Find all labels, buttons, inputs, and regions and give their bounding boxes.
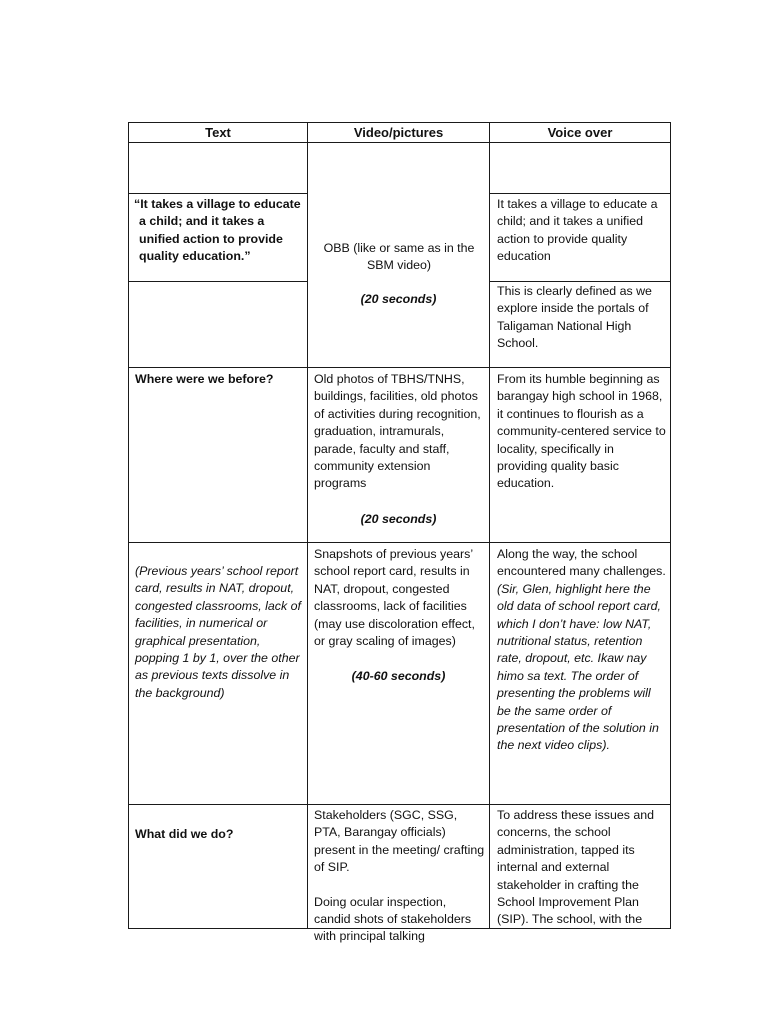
table-divider-col1-b — [128, 281, 308, 282]
row1-voice-quote: It takes a village to educate a child; and it takes a unified action to provide quality education — [497, 197, 658, 264]
row1-voice-portals: This is clearly defined as we explore inside the portals of Taligaman National High School. — [497, 284, 652, 351]
row3-text-report-card: (Previous years’ school report card, results in NAT, dropout, congested classrooms, lack of facilities, in numerical or graphical presentation, popping 1 by 1, over the other as previous texts dissolve in the background) — [135, 564, 301, 700]
row2-voice-history: From its humble beginning as barangay high school in 1968, it continues to flourish as a community-centered service to locality, specifically in providing quality basic education. — [497, 372, 666, 491]
row2-video-duration: (20 seconds) — [360, 512, 437, 526]
table-row-divider-2 — [128, 542, 671, 543]
row1-text-quote: “It takes a village to educate a child; and it takes a unified action to provide quality education.” — [134, 197, 301, 264]
table-divider-col3-b — [489, 281, 671, 282]
row4-text-heading: What did we do? — [135, 827, 234, 841]
row3-voice-italic-note: (Sir, Glen, highlight here the old data of school report card, which I don’t have: low NAT, nutritional status, retention rate, dropout, etc. Ikaw nay himo sa text. The order of presenting the problems will be the same order of presentation of the solution in the next video clips). — [497, 581, 661, 753]
row4-video-meeting: Stakeholders (SGC, SSG, PTA, Barangay officials) present in the meeting/ crafting of SIP. — [314, 808, 485, 875]
table-divider-col1-a — [128, 193, 308, 194]
row3-voice-challenges — [497, 546, 667, 755]
row3-video-duration: (40-60 seconds) — [351, 669, 446, 683]
table-divider-col2 — [489, 122, 490, 929]
row4-voice-sip: To address these issues and concerns, the school administration, tapped its internal and external stakeholder in crafting the School Improvement Plan (SIP). The school, with the — [497, 808, 655, 927]
row1-video-duration: (20 seconds) — [360, 292, 437, 306]
header-text: Text — [205, 125, 231, 140]
table-header-bottom — [128, 142, 671, 143]
row3-video-snapshots: Snapshots of previous years’ school report card, results in NAT, dropout, congested classrooms, lack of facilities (may use discoloration effect, or gray scaling of images) — [314, 547, 475, 649]
table-row-divider-3 — [128, 804, 671, 805]
table-divider-col3-a — [489, 193, 671, 194]
row1-video-obb: OBB (like or same as in the SBM video) — [323, 241, 475, 273]
table-border-right — [670, 122, 671, 929]
table-border-left — [128, 122, 129, 929]
row4-video-stakeholders — [314, 807, 486, 946]
table-border-top — [128, 122, 671, 123]
header-voice-over: Voice over — [547, 125, 613, 140]
row2-video-old-photos: Old photos of TBHS/TNHS, buildings, facilities, old photos of activities during recognition, graduation, intramurals, parade, faculty and staff, community extension programs — [314, 372, 481, 491]
row4-video-ocular: Doing ocular inspection, candid shots of stakeholders with principal talking — [314, 894, 472, 944]
table-row-divider-1 — [128, 367, 671, 368]
row2-text-heading: Where were we before? — [135, 372, 274, 386]
header-video-pictures: Video/pictures — [353, 125, 444, 140]
row3-voice-normal: Along the way, the school encountered many challenges. — [497, 547, 666, 579]
